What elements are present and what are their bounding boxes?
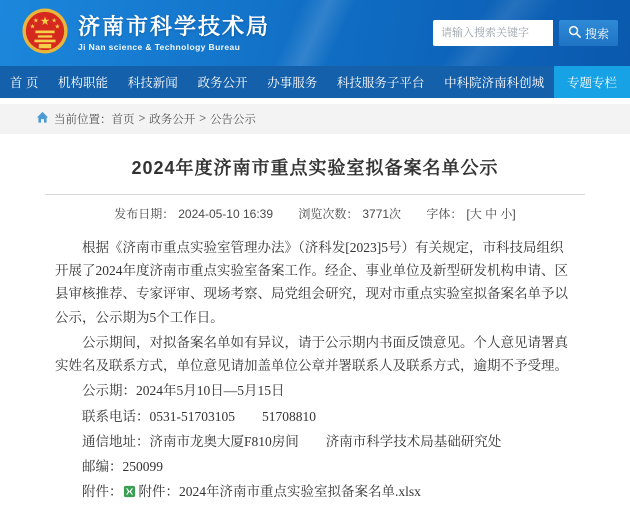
paragraph-postal-code: 邮编：250099 [82,458,163,474]
paragraph-contact-phone: 联系电话：0531-51703105 51708810 [82,408,316,424]
views-value: 3771次 [362,207,402,221]
publish-date-label: 发布日期： [114,207,175,221]
breadcrumb-prefix: 当前位置： [54,114,112,126]
search-button-label: 搜索 [584,26,609,41]
font-size-label: 字体： [426,207,463,221]
paragraph-objection: 公示期间，对拟备案名单如有异议，请于公示期内书面反馈意见。个人意见请署真实姓名及联系方式，单位意见请加盖单位公章并署联系人及联系方式，逾期不予受理。 [55,334,568,374]
views-label: 浏览次数： [298,207,359,221]
search-icon [568,25,581,41]
attachment-row [55,480,575,503]
site-name: 济南市科学技术局 [78,14,271,40]
nav-item-cas-innovation-city[interactable]: 中科院济南科创城 [444,76,545,90]
excel-file-icon [123,484,139,499]
publish-date-value: 2024-05-10 16:39 [178,207,273,221]
breadcrumb-separator: > [199,113,206,125]
svg-text:★: ★ [51,17,57,24]
svg-text:★: ★ [33,17,39,24]
paragraph-intro: 根据《济南市重点实验室管理办法》（济科发[2023]5号）有关规定，市科技局组织开展了2024年度济南市重点实验室备案工作。经企、事业单位及新型研发机构申请、区县审核推荐、专家评审、现场考察、局党组会研究，现对市重点实验室拟备案名单予以公示，公示期为5个工作日。 [55,240,568,325]
site-logo-home-link[interactable] [22,8,270,59]
breadcrumb-item-gov-affairs[interactable]: 政务公开 [149,114,196,126]
header-search [433,20,618,46]
svg-text:★: ★ [54,23,61,30]
nav-item-services[interactable]: 办事服务 [267,76,318,90]
main-nav [0,66,630,98]
breadcrumb-item-announcements[interactable]: 公告公示 [209,114,256,126]
nav-item-tech-news[interactable]: 科技新闻 [127,76,178,90]
nav-item-special-columns[interactable]: 专题专栏 [554,66,630,98]
search-button[interactable] [559,20,618,46]
home-icon [36,111,54,127]
title-divider [45,194,585,195]
attachment-link[interactable]: 附件：2024年济南市重点实验室拟备案名单.xlsx [138,484,421,500]
svg-text:★: ★ [40,15,50,27]
breadcrumb-item-home[interactable]: 首页 [111,114,135,126]
svg-text:★: ★ [29,23,36,30]
site-header [0,0,630,66]
article-title: 2024年度济南市重点实验室拟备案名单公示 [131,158,499,178]
nav-item-org-functions[interactable]: 机构职能 [58,76,109,90]
article-body [55,236,575,503]
nav-item-home[interactable]: 首 页 [9,76,39,90]
breadcrumb-separator: > [138,113,146,125]
nav-item-tech-service-platform[interactable]: 科技服务子平台 [336,76,425,90]
article [0,134,630,513]
breadcrumb [0,104,630,134]
paragraph-publicity-period: 公示期：2024年5月10日—5月15日 [82,383,285,399]
site-name-english: Ji Nan science & Technology Bureau [78,41,241,52]
article-meta [55,205,575,222]
national-emblem-icon [22,8,68,59]
font-size-controls[interactable]: [大 中 小] [466,207,516,221]
search-input[interactable] [433,20,553,46]
attachment-label: 附件： [82,484,123,500]
paragraph-mailing-address: 通信地址：济南市龙奥大厦F810房间 济南市科学技术局基础研究处 [82,433,502,449]
nav-item-gov-affairs[interactable]: 政务公开 [197,76,248,90]
